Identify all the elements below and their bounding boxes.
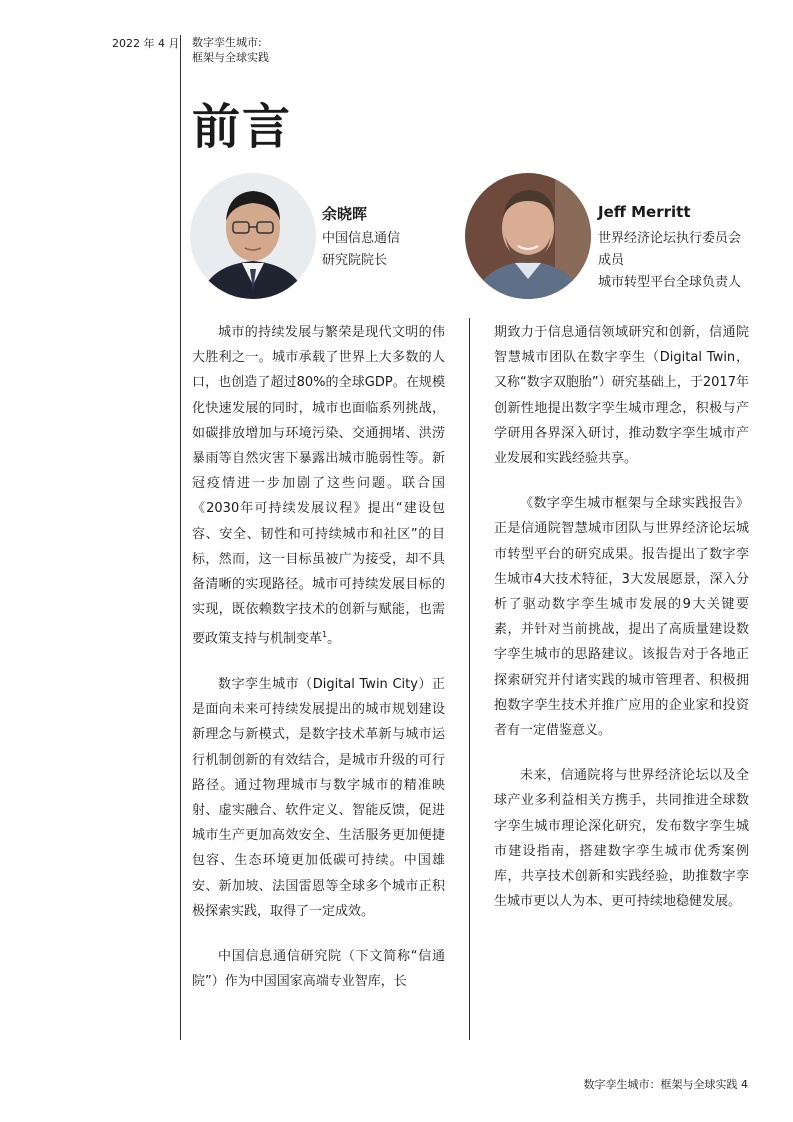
paragraph: 数字孪生城市（Digital Twin City）正是面向未来可持续发展提出的城市规划建设新理念与新模式，是数字技术革新与城市运行机制创新的有效结合，是城市升级的可行路径。通过物理城市与数字城市的精准映射、虚实融合、软件定义、智能反馈，促进城市生产更加高效安全、生活服务更加便捷包容、生态环境更加低碳可持续。中国雄安、新加坡、法国雷恩等全球多个城市正积极探索实践，取得了一定成效。 [192, 676, 445, 919]
author-name: Jeff Merritt [598, 203, 691, 221]
paragraph-end: 。 [327, 631, 341, 647]
header-date: 2022 年 4 月 [112, 37, 180, 50]
header-title-line2: 框架与全球实践 [192, 51, 269, 64]
author-role [598, 228, 741, 294]
paragraph: 期致力于信息通信领域研究和创新，信通院智慧城市团队在数字孪生（Digital Twin，又称“数字双胞胎”）研究基础上，于2017年创新性地提出数字孪生城市理念，积极与产学研用各界深入研讨，推动数字孪生城市产业发展和实践经验共享。 [494, 325, 749, 467]
author-role-line: 城市转型平台全球负责人 [598, 275, 742, 290]
left-text-column [192, 320, 445, 1014]
author-role [322, 228, 400, 272]
column-divider-line [469, 318, 470, 1040]
author-role-line: 中国信息通信 [322, 231, 401, 246]
paragraph-text: 城市的持续发展与繁荣是现代文明的伟大胜利之一。城市承载了世界上大多数的人口，也创造了超过80%的全球GDP。在规模化快速发展的同时，城市也面临系列挑战，如碳排放增加与环境污染、交通拥堵、洪涝暴雨等自然灾害下暴露出城市脆弱性等。新冠疫情进一步加剧了这些问题。联合国《2030年可持续发展议程》提出“建设包容、安全、韧性和可持续城市和社区”的目标，然而，这一目标虽被广为接受，却不具备清晰的实现路径。城市可持续发展目标的实现，既依赖数字技术的创新与赋能，也需要政策支持与机制变革 [192, 325, 445, 647]
footer-title: 数字孪生城市：框架与全球实践 [583, 1078, 738, 1091]
right-text-column [494, 320, 749, 934]
author-role-line: 研究院院长 [322, 253, 388, 268]
author-photo-jeff-merritt [465, 173, 591, 299]
footnote-marker: 1 [322, 630, 328, 640]
author-name: 余晓晖 [322, 205, 368, 223]
paragraph: 《数字孪生城市框架与全球实践报告》正是信通院智慧城市团队与世界经济论坛城市转型平台的研究成果。报告提出了数字孪生城市4大技术特征，3大发展愿景，深入分析了驱动数字孪生城市发展的9大关键要素，并针对当前挑战，提出了高质量建设数字孪生城市的思路建议。该报告对于各地正探索研究并付诸实践的城市管理者、积极拥抱数字孪生技术并推广应用的企业家和投资者有一定借鉴意义。 [494, 496, 749, 739]
page-number: 4 [741, 1078, 748, 1091]
left-divider-line [180, 35, 181, 1040]
author-role-line: 世界经济论坛执行委员会 [598, 231, 742, 246]
paragraph [192, 320, 445, 652]
author-role-line: 成员 [598, 253, 625, 268]
author-photo-yu-xiaohui [190, 173, 316, 299]
paragraph: 未来，信通院将与世界经济论坛以及全球产业多利益相关方携手，共同推进全球数字孪生城市理论深化研究，发布数字孪生城市建设指南，搭建数字孪生城市优秀案例库，共享技术创新和实践经验，助推数字孪生城市更以人为本、更可持续地稳健发展。 [494, 768, 749, 910]
header-title-line1: 数字孪生城市: [192, 36, 262, 49]
page-title: 前言 [192, 99, 293, 155]
page-footer [584, 1076, 749, 1092]
paragraph: 中国信息通信研究院（下文简称“信通院”）作为中国国家高端专业智库，长 [192, 949, 445, 990]
header-report-title [192, 35, 269, 65]
